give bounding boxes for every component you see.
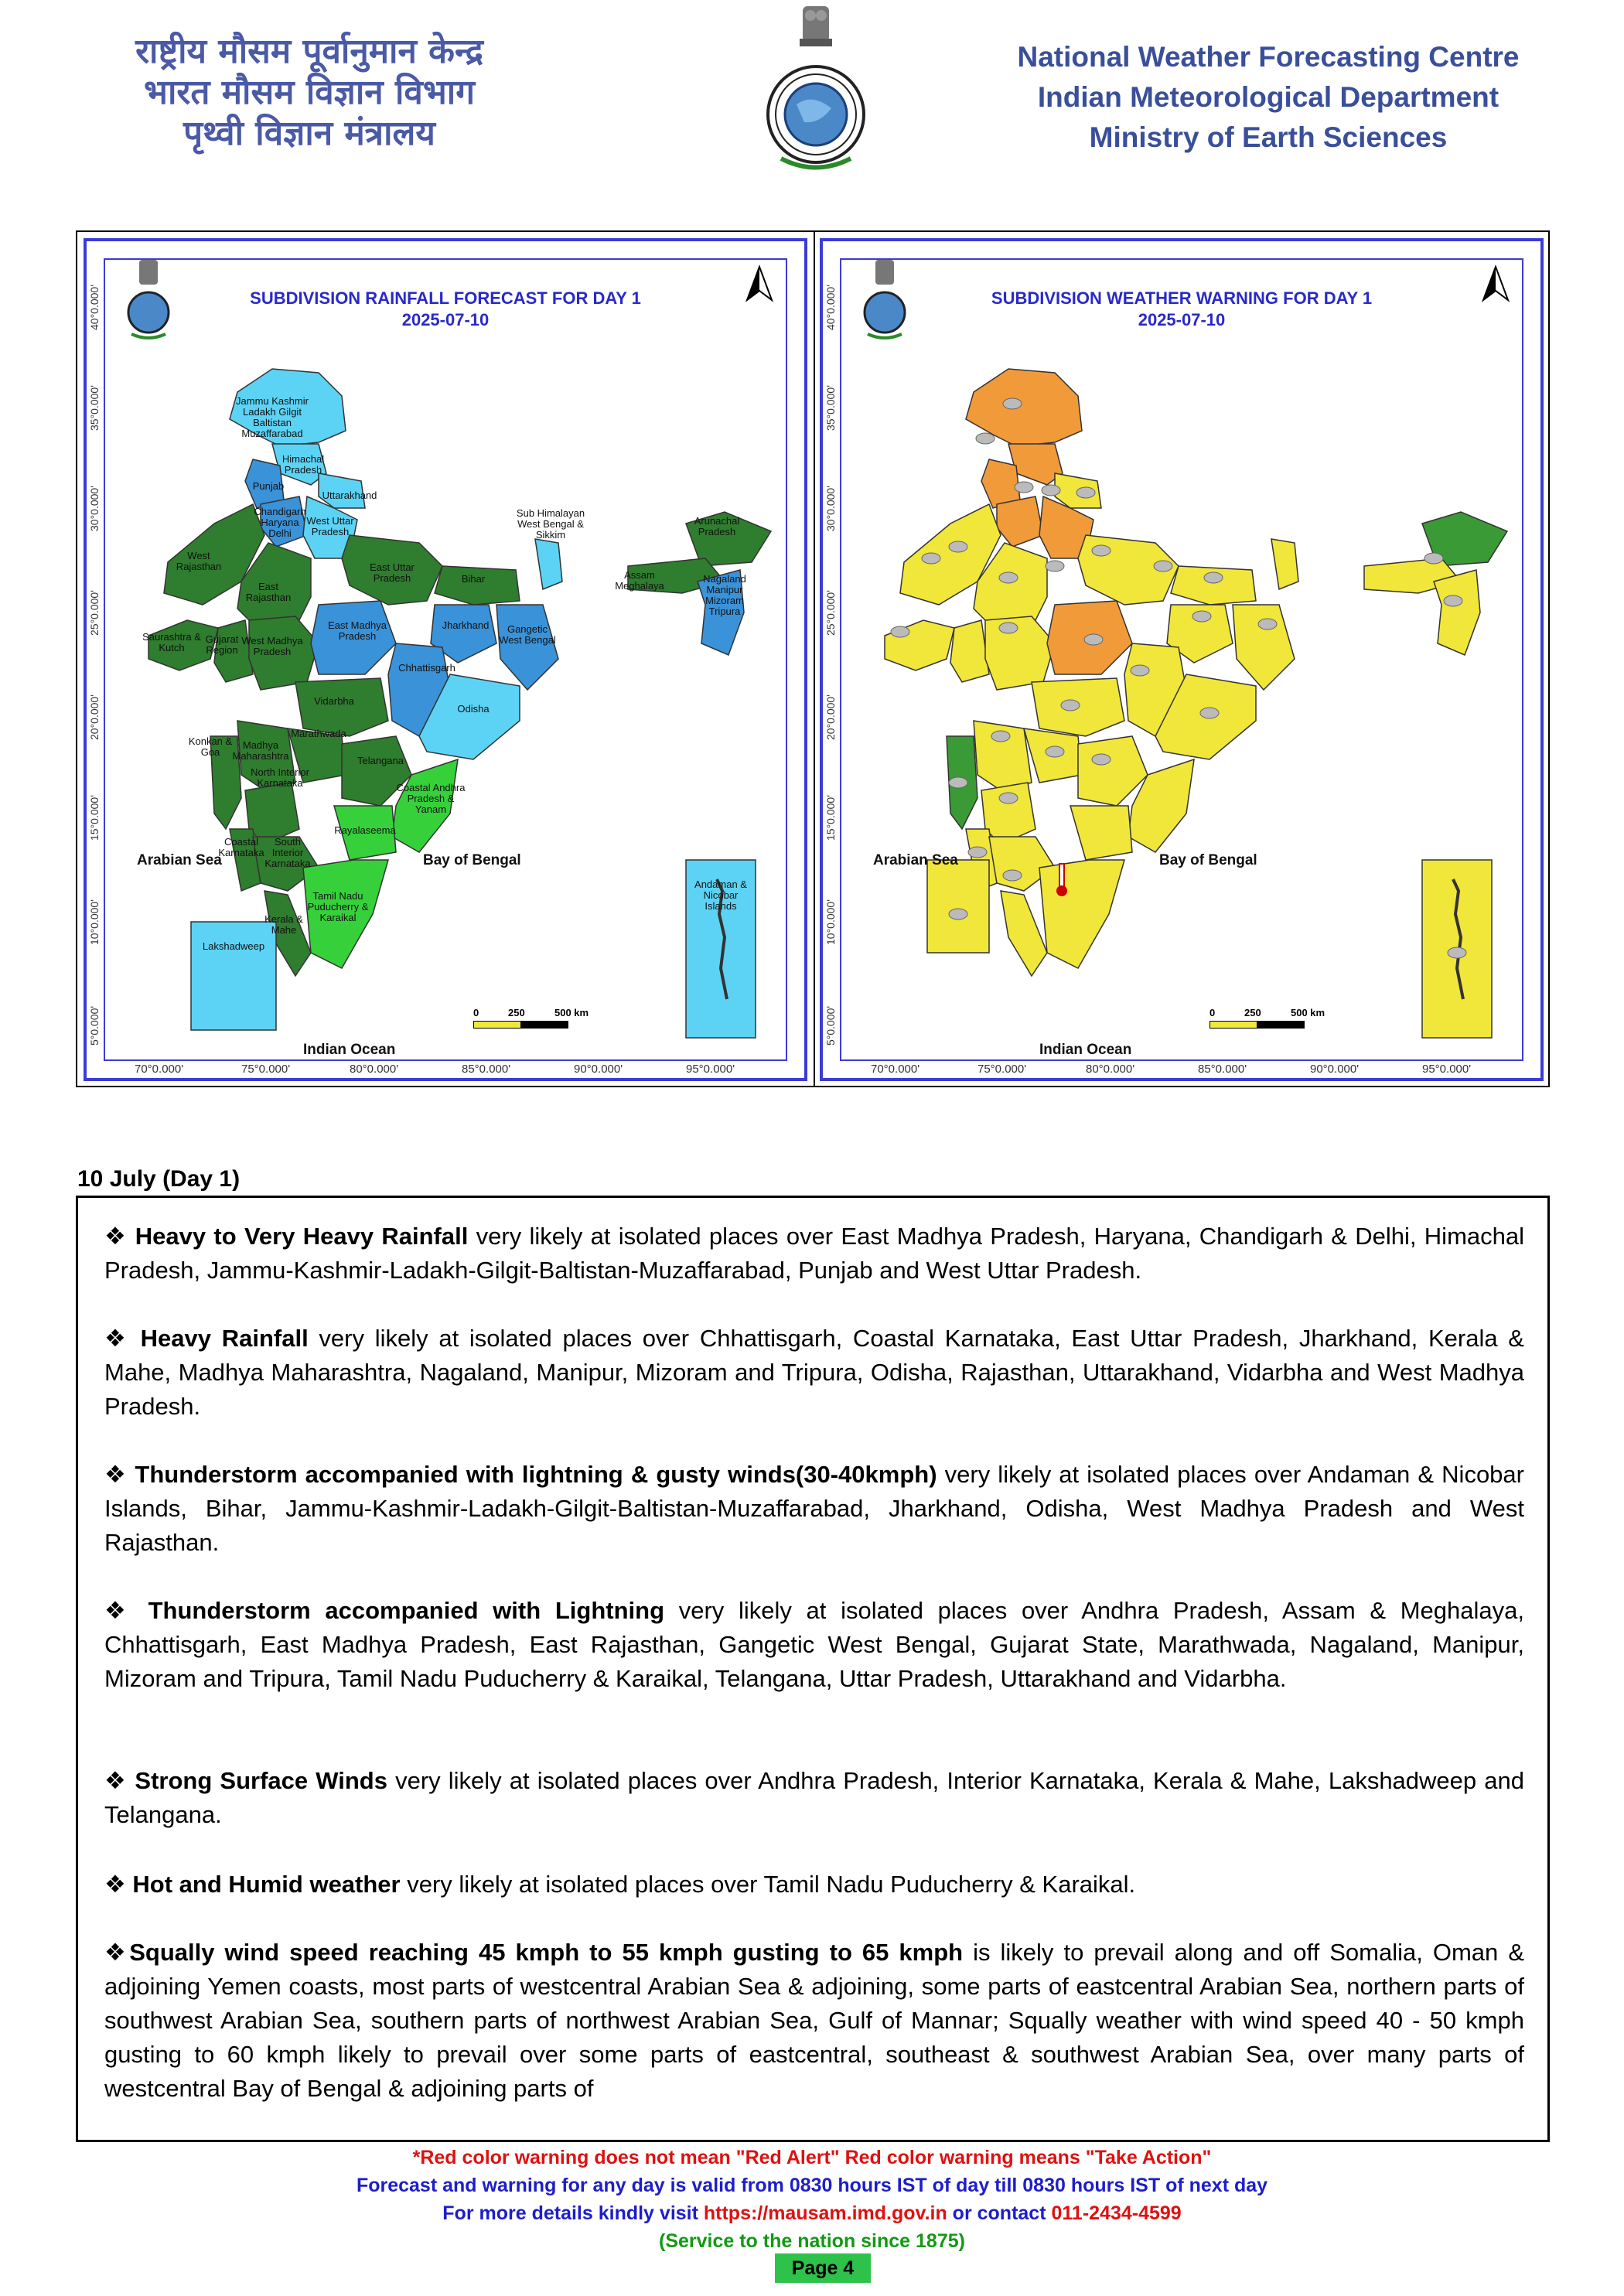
- bullet-icon: ❖: [104, 1871, 126, 1898]
- header-hindi-line: पृथ्वी विज्ञान मंत्रालय: [183, 114, 435, 153]
- lon-label: 90°0.000': [574, 1063, 623, 1076]
- label-jharkhand: Jharkhand: [442, 619, 490, 631]
- label-odisha: Odisha: [457, 703, 490, 715]
- warning-text: very likely at isolated places over Chhattisgarh, Coastal Karnataka, East Uttar Pradesh, Jharkhand, Kerala & Mahe, Madhya Maharashtra, Nagaland, Manipur, Mizoram and Tripura, Odisha, Rajasthan, Uttarakhand, Vidarbha and West Madhya Pradesh.: [104, 1325, 1524, 1420]
- bullet-icon: ❖: [104, 1939, 130, 1966]
- footer-service-note: (Service to the nation since 1875): [659, 2230, 965, 2252]
- label-eup: East Uttar Pradesh: [370, 561, 415, 584]
- warning-text: very likely at isolated places over Andhra Pradesh, Assam & Meghalaya, Chhattisgarh, East Madhya Pradesh, East Rajasthan, Gangetic West Bengal, Gujarat State, Marathwada, Nagaland, Manipur, Mizoram and Tripura, Tamil Nadu Puducherry & Karaikal, Telangana, Uttar Pradesh, Uttarakhand and Vidarbha.: [104, 1597, 1524, 1692]
- scale-label: 500 km: [554, 1007, 589, 1018]
- sea-label-bengal: Bay of Bengal: [423, 852, 521, 868]
- header-english-line: National Weather Forecasting Centre: [1017, 41, 1520, 73]
- warning-paragraph: [104, 1868, 1524, 1902]
- bullet-icon: ❖: [104, 1597, 134, 1624]
- footer-validity: Forecast and warning for any day is valid from 0830 hours IST of day till 0830 hours IST of next day: [356, 2175, 1268, 2196]
- lon-label: 70°0.000': [871, 1063, 920, 1076]
- lat-label: 35°0.000': [88, 385, 101, 431]
- lon-label: 85°0.000': [1198, 1063, 1247, 1076]
- label-telangana: Telangana: [357, 755, 404, 766]
- scale-bar-yellow: [1209, 1021, 1257, 1029]
- map-title-line: SUBDIVISION RAINFALL FORECAST FOR DAY 1: [250, 288, 641, 308]
- map-date: 2025-07-10: [401, 310, 490, 329]
- label-wmp: West Madhya Pradesh: [241, 635, 303, 657]
- label-lakshadweep: Lakshadweep: [202, 940, 265, 952]
- bullet-icon: ❖: [104, 1223, 128, 1250]
- map-title-line: SUBDIVISION WEATHER WARNING FOR DAY 1: [991, 288, 1373, 308]
- warning-heading: Strong Surface Winds: [135, 1767, 387, 1794]
- lon-label: 80°0.000': [1086, 1063, 1135, 1076]
- warning-paragraph: [104, 1220, 1524, 1288]
- lon-label: 95°0.000': [686, 1063, 735, 1076]
- label-marathwada: Marathwada: [291, 728, 346, 739]
- label-hp: Himachal Pradesh: [281, 453, 325, 476]
- warning-heading: Squally wind speed reaching 45 kmph to 55 kmph gusting to 65 kmph: [129, 1939, 964, 1966]
- lon-label: 75°0.000': [977, 1063, 1027, 1076]
- bullet-icon: ❖: [104, 1461, 128, 1488]
- scale-bar-black: [520, 1021, 568, 1029]
- scale-label: 0: [473, 1007, 479, 1018]
- lat-label: 20°0.000': [88, 694, 101, 740]
- box-lakshadweep-warn: [927, 860, 989, 953]
- label-emp: East Madhya Pradesh: [328, 619, 387, 642]
- label-arunachal: Arunachal Pradesh: [694, 515, 740, 537]
- lat-label: 40°0.000': [824, 285, 837, 330]
- warning-text: very likely at isolated places over Andhra Pradesh, Interior Karnataka, Kerala & Mahe, Lakshadweep and Telangana.: [104, 1767, 1524, 1828]
- footer-phone: 011-2434-4599: [1051, 2202, 1182, 2224]
- label-vidarbha: Vidarbha: [314, 695, 354, 707]
- warning-paragraph: [104, 1764, 1524, 1832]
- sea-label-indian: Indian Ocean: [303, 1042, 396, 1058]
- warnings-box: [76, 1196, 1550, 2142]
- scale-label: 250: [508, 1007, 525, 1018]
- footer-website-link[interactable]: https://mausam.imd.gov.in: [703, 2202, 947, 2224]
- label-nik: North Interior Karnataka: [251, 766, 309, 789]
- label-chd: Chandigarh Haryana Delhi: [254, 506, 306, 539]
- warning-heading: Thunderstorm accompanied with lightning & gusty winds(30-40kmph): [135, 1461, 937, 1488]
- bullet-icon: ❖: [104, 1767, 128, 1794]
- header-hindi-line: भारत मौसम विज्ञान विभाग: [144, 73, 475, 112]
- label-coastalap: Coastal Andhra Pradesh & Yanam: [396, 782, 466, 815]
- label-uk: Uttarakhand: [322, 490, 377, 501]
- warning-text: is likely to prevail along and off Somalia, Oman & adjoining Yemen coasts, most parts of westcentral Arabian Sea & adjoining, some parts of eastcentral Arabian Sea, northern parts of southwest Arabian Sea, southern parts of northwest Arabian Sea, Gulf of Mannar; Squally weather with wind speed 40 - 50 kmph gusting to 60 kmph likely to prevail over some parts of eastcentral, southeast & southwest Arabian Sea, over many parts of westcentral Bay of Bengal & adjoining parts of: [104, 1939, 1524, 2102]
- lat-label: 5°0.000': [824, 1005, 837, 1046]
- header-hindi-line: राष्ट्रीय मौसम पूर्वानुमान केन्द्र: [135, 32, 483, 71]
- footer-red-note: *Red color warning does not mean "Red Alert" Red color warning means "Take Action": [412, 2147, 1212, 2168]
- warning-paragraph: [104, 1458, 1524, 1560]
- warning-heading: Hot and Humid weather: [132, 1871, 401, 1898]
- day-label: 10 July (Day 1): [77, 1166, 241, 1192]
- warning-heading: Thunderstorm accompanied with Lightning: [148, 1597, 665, 1624]
- label-andaman: Andaman & Nicobar Islands: [694, 878, 747, 912]
- lat-label: 40°0.000': [88, 285, 101, 330]
- warning-heading: Heavy to Very Heavy Rainfall: [135, 1223, 469, 1250]
- india-warning-map: [823, 241, 1547, 1084]
- scale-bar-black: [1257, 1021, 1305, 1029]
- lat-label: 30°0.000': [824, 486, 837, 531]
- lon-label: 85°0.000': [462, 1063, 511, 1076]
- footer-contact: [0, 2199, 1624, 2227]
- warning-paragraph: [104, 1936, 1524, 2106]
- lat-label: 30°0.000': [88, 486, 101, 531]
- lat-label: 25°0.000': [824, 590, 837, 636]
- imd-emblem-logo: [766, 0, 866, 182]
- sea-label-arabian: Arabian Sea: [873, 852, 958, 868]
- warning-paragraph: [104, 1594, 1524, 1696]
- rainfall-region-labels: [87, 241, 810, 1084]
- label-eraj: East Rajasthan: [245, 581, 292, 603]
- label-wup: West Uttar Pradesh: [306, 515, 354, 537]
- lon-label: 70°0.000': [135, 1063, 184, 1076]
- lon-label: 90°0.000': [1310, 1063, 1360, 1076]
- lon-label: 75°0.000': [241, 1063, 291, 1076]
- label-shwb: Sub Himalayan West Bengal & Sikkim: [516, 507, 585, 541]
- label-kerala: Kerala & Mahe: [264, 913, 303, 936]
- warning-text: very likely at isolated places over East Madhya Pradesh, Haryana, Chandigarh & Delhi, Himachal Pradesh, Jammu-Kashmir-Ladakh-Gilgit-Baltistan-Muzaffarabad, Punjab and West Uttar Pradesh.: [104, 1223, 1525, 1284]
- lat-label: 25°0.000': [88, 590, 101, 636]
- label-nmmt: Nagaland Manipur Mizoram Tripura: [703, 573, 746, 617]
- weather-warning-map: [820, 238, 1544, 1081]
- label-sik: South Interior Karnataka: [264, 836, 311, 869]
- label-jk: Jammu Kashmir Ladakh Gilgit Baltistan Muzaffarabad: [236, 395, 309, 439]
- bullet-icon: ❖: [104, 1325, 130, 1352]
- rainfall-forecast-map: [84, 238, 807, 1081]
- warning-heading: Heavy Rainfall: [140, 1325, 309, 1352]
- lat-label: 5°0.000': [88, 1005, 101, 1046]
- lat-label: 35°0.000': [824, 385, 837, 431]
- maps-frame: [76, 230, 1550, 1087]
- label-konkan: Konkan & Goa: [188, 735, 233, 758]
- header-english-line: Ministry of Earth Sciences: [1089, 121, 1448, 153]
- scale-label: 500 km: [1291, 1007, 1325, 1018]
- page-number-badge: Page 4: [775, 2253, 871, 2283]
- label-assam: Assam Meghalaya: [615, 569, 664, 592]
- label-ck: Coastal Karnataka: [218, 836, 264, 858]
- sea-label-arabian: Arabian Sea: [137, 852, 222, 868]
- lon-label: 80°0.000': [350, 1063, 399, 1076]
- lat-label: 10°0.000': [88, 899, 101, 945]
- lat-label: 15°0.000': [88, 795, 101, 841]
- scale-bar-yellow: [473, 1021, 521, 1029]
- scale-label: 250: [1244, 1007, 1261, 1018]
- header-english-line: Indian Meteorological Department: [1037, 81, 1499, 113]
- map-date: 2025-07-10: [1138, 310, 1226, 329]
- maps-divider: [814, 232, 815, 1086]
- lat-label: 15°0.000': [824, 795, 837, 841]
- sea-label-bengal: Bay of Bengal: [1159, 852, 1257, 868]
- label-gwb: Gangetic West Bengal: [499, 623, 556, 646]
- lat-label: 20°0.000': [824, 694, 837, 740]
- label-chhattisgarh: Chhattisgarh: [398, 662, 455, 674]
- label-rayalaseema: Rayalaseema: [334, 824, 396, 836]
- scale-label: 0: [1209, 1007, 1216, 1018]
- label-wraj: West Rajasthan: [176, 550, 222, 572]
- label-gujarat: Gujarat Region: [205, 633, 239, 656]
- label-tn: Tamil Nadu Puducherry & Karaikal: [307, 890, 369, 923]
- warning-text: very likely at isolated places over Tamil Nadu Puducherry & Karaikal.: [400, 1871, 1136, 1898]
- footer-contact-prefix: For more details kindly visit: [442, 2202, 704, 2224]
- header-hindi: [116, 31, 503, 154]
- header-english: [974, 37, 1562, 158]
- warning-text: very likely at isolated places over Andaman & Nicobar Islands, Bihar, Jammu-Kashmir-Ladakh-Gilgit-Baltistan-Muzaffarabad, Jharkhand, Odisha, West Madhya Pradesh and West Rajasthan.: [104, 1461, 1524, 1556]
- warning-paragraph: [104, 1322, 1524, 1424]
- lon-label: 95°0.000': [1422, 1063, 1472, 1076]
- label-mm: Madhya Maharashtra: [232, 739, 289, 762]
- footer-contact-mid: or contact: [947, 2202, 1052, 2224]
- label-bihar: Bihar: [461, 573, 486, 585]
- label-punjab: Punjab: [252, 480, 285, 492]
- sea-label-indian: Indian Ocean: [1039, 1042, 1132, 1058]
- lat-label: 10°0.000': [824, 899, 837, 945]
- label-saurashtra: Saurashtra & Kutch: [142, 631, 201, 653]
